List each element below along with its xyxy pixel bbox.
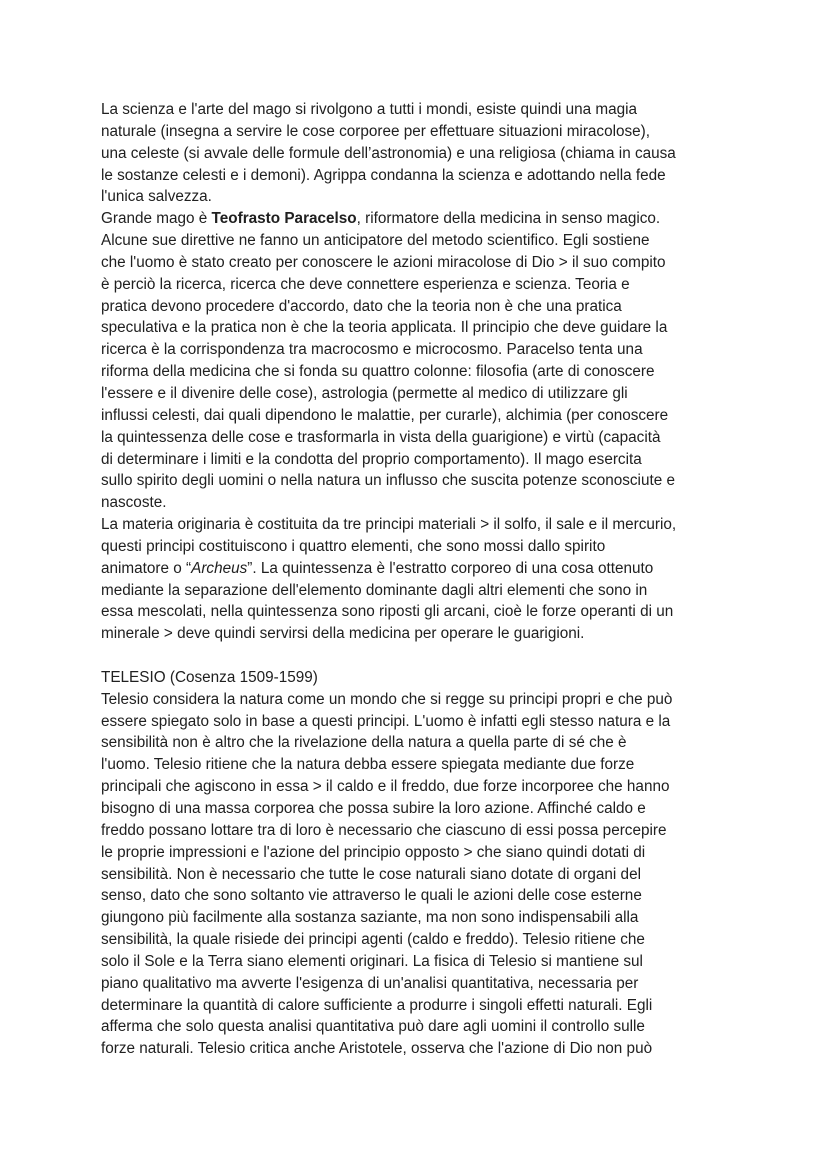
text-line: principali che agiscono in essa > il caldo e il freddo, due forze incorporee che hanno: [101, 778, 670, 796]
text-line: l'essere e il divenire delle cose), astrologia (permette al medico di utilizzare gli: [101, 384, 628, 402]
text-line: questi principi costituiscono i quattro elementi, che sono mossi dallo spirito: [101, 537, 606, 555]
text-line: di determinare i limiti e la condotta del proprio comportamento). Il mago esercita: [101, 450, 642, 468]
text-line: sensibilità non è altro che la rivelazione della natura a quella parte di sé che è: [101, 734, 627, 752]
text-line: le sostanze celesti e i demoni). Agrippa condanna la scienza e adottando nella fede: [101, 166, 666, 184]
text-line: riforma della medicina che si fonda su quattro colonne: filosofia (arte di conoscere: [101, 363, 655, 381]
text-line: essere spiegato solo in base a questi principi. L'uomo è infatti egli stesso natura e la: [101, 712, 671, 730]
text-line: forze naturali. Telesio critica anche Aristotele, osserva che l'azione di Dio non può: [101, 1040, 653, 1058]
text-line: giungono più facilmente alla sostanza saziante, ma non sono indispensabili alla: [101, 909, 639, 927]
section-heading: TELESIO (Cosenza 1509-1599): [101, 668, 318, 686]
text-line: influssi celesti, dai quali dipendono le malattie, per curarle), alchimia (per conoscere: [101, 406, 669, 424]
text-line: solo il Sole e la Terra siano elementi originari. La fisica di Telesio si mantiene sul: [101, 952, 643, 970]
text-line: le proprie impressioni e l'azione del principio opposto > che siano quindi dotati di: [101, 843, 646, 861]
text-line: è perciò la ricerca, ricerca che deve connettere esperienza e scienza. Teoria e: [101, 275, 630, 293]
text-line: Telesio considera la natura come un mondo che si regge su principi propri e che può: [101, 690, 673, 708]
text-run: animatore o “: [101, 559, 192, 577]
text-line: mediante la separazione dell'elemento dominante dagli altri elementi che sono in: [101, 581, 648, 599]
text-line: nascoste.: [101, 494, 167, 512]
text-line: [101, 558, 736, 580]
text-line: l'unica salvezza.: [101, 188, 212, 206]
text-run: ”. La quintessenza è l'estratto corporeo di una cosa ottenuto: [247, 559, 654, 577]
paragraph-paracelso: [101, 208, 736, 514]
text-line: [101, 208, 736, 230]
section-telesio: [101, 667, 736, 1060]
italic-term-archeus: Archeus: [191, 559, 248, 577]
text-run: Grande mago è: [101, 210, 212, 228]
text-line: l'uomo. Telesio ritiene che la natura debba essere spiegata mediante due forze: [101, 756, 635, 774]
text-line: La scienza e l'arte del mago si rivolgono a tutti i mondi, esiste quindi una magia: [101, 101, 638, 118]
text-line: naturale (insegna a servire le cose corporee per effettuare situazioni miracolose),: [101, 122, 650, 140]
text-run: , riformatore della medicina in senso magico.: [356, 210, 661, 228]
text-line: determinare la quantità di calore sufficiente a produrre i singoli effetti naturali. Egli: [101, 996, 653, 1014]
text-line: essa mescolati, nella quintessenza sono riposti gli arcani, cioè le forze operanti di un: [101, 603, 674, 621]
text-line: piano qualitativo ma avverte l'esigenza di un'analisi quantitativa, necessaria per: [101, 974, 639, 992]
text-line: pratica devono procedere d'accordo, dato che la teoria non è che una pratica: [101, 297, 622, 315]
text-line: bisogno di una massa corporea che possa subire la loro azione. Affinché caldo e: [101, 800, 646, 817]
paragraph-materia: [101, 514, 736, 645]
text-line: minerale > deve quindi servirsi della medicina per operare le guarigioni.: [101, 625, 585, 643]
text-line: senso, dato che sono soltanto vie attraverso le quali le azioni delle cose esterne: [101, 887, 642, 905]
text-line: afferma che solo questa analisi quantitativa può dare agli uomini il controllo sulle: [101, 1018, 645, 1036]
text-line: che l'uomo è stato creato per conoscere le azioni miracolose di Dio > il suo compito: [101, 253, 666, 271]
text-line: sensibilità, la quale risiede dei principi agenti (caldo e freddo). Telesio ritiene che: [101, 931, 645, 949]
text-line: freddo possano lottare tra di loro è necessario che ciascuno di essi possa percepire: [101, 821, 667, 839]
paragraph-magia: [101, 99, 736, 208]
text-line: sullo spirito degli uomini o nella natura un influsso che suscita potenze sconosciute e: [101, 472, 675, 490]
text-line: sensibilità. Non è necessario che tutte le cose naturali siano dotate di organi del: [101, 865, 641, 883]
text-line: La materia originaria è costituita da tre principi materiali > il solfo, il sale e il mercurio,: [101, 516, 677, 534]
text-line: ricerca è la corrispondenza tra macrocosmo e microcosmo. Paracelso tenta una: [101, 341, 643, 359]
document-page: [101, 99, 736, 1060]
text-line: la quintessenza delle cose e trasformarla in vista della guarigione) e virtù (capacità: [101, 428, 661, 446]
blank-line: [101, 645, 736, 667]
text-line: Alcune sue direttive ne fanno un anticipatore del metodo scientifico. Egli sostiene: [101, 232, 650, 250]
text-line: una celeste (si avvale delle formule dell’astronomia) e una religiosa (chiama in causa: [101, 144, 676, 162]
bold-name-paracelso: Teofrasto Paracelso: [211, 210, 357, 228]
text-line: speculativa e la pratica non è che la teoria applicata. Il principio che deve guidare la: [101, 319, 668, 337]
